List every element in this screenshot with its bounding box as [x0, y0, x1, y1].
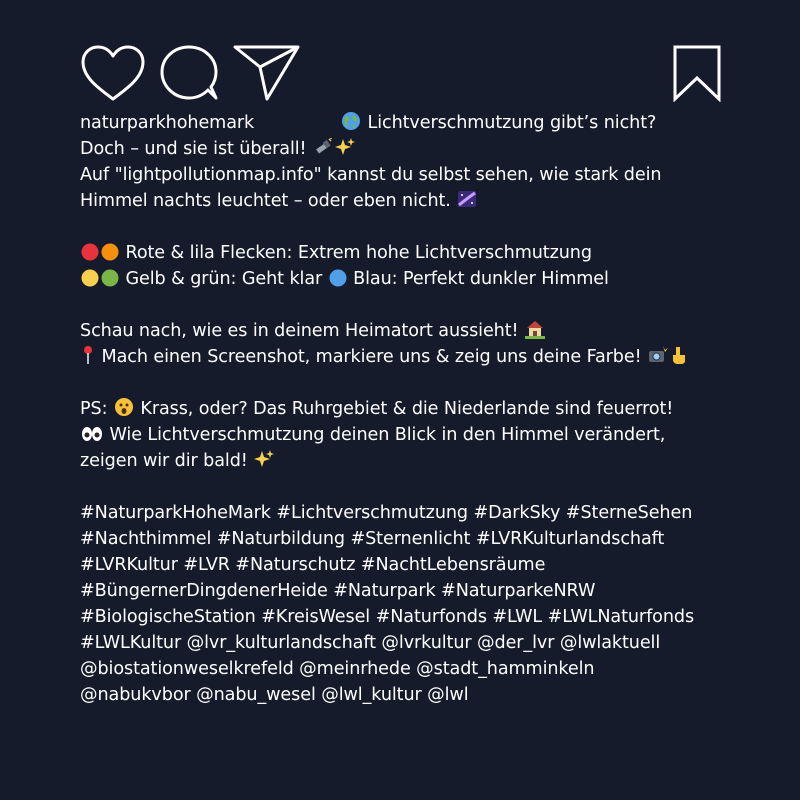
hashtag-line[interactable]: @nabukvbor @nabu_wesel @lwl_kultur @lwl: [80, 685, 469, 705]
bookmark-icon[interactable]: [672, 44, 722, 102]
caption-line: Schau nach, wie es in deinem Heimatort aussieht!: [80, 318, 740, 344]
post-caption: [80, 110, 740, 708]
username[interactable]: naturparkhohemark: [80, 113, 255, 133]
pin-icon: [81, 345, 95, 365]
eyes-icon: [81, 425, 103, 443]
caption-line: Mach einen Screenshot, markiere uns & zeig uns deine Farbe!: [80, 344, 740, 370]
hashtag-line[interactable]: #LWLKultur @lvr_kulturlandschaft @lvrkultur @der_lvr @lwlaktuell: [80, 633, 661, 653]
hashtag-line[interactable]: @biostationweselkrefeld @meinrhede @stadt_hamminkeln: [80, 659, 595, 679]
caption-line: Gelb & grün: Geht klar Blau: Perfekt dunkler Himmel: [80, 266, 740, 292]
globe-icon: [341, 111, 361, 131]
flashlight-icon: [313, 137, 333, 157]
action-bar: [80, 44, 722, 102]
caption-line: Himmel nachts leuchtet – oder eben nicht.: [80, 188, 740, 214]
hashtag-line[interactable]: #Nachthimmel #Naturbildung #Sternenlicht #LVRKulturlandschaft: [80, 529, 665, 549]
camera-flash-icon: [648, 345, 668, 365]
caption-line: Auf "lightpollutionmap.info" kannst du selbst sehen, wie stark dein: [80, 165, 662, 185]
paper-plane-icon[interactable]: [232, 44, 302, 102]
caption-line: Doch – und sie ist überall!: [80, 136, 740, 162]
hashtag-line[interactable]: #NaturparkHoheMark #Lichtverschmutzung #DarkSky #SterneSehen: [80, 503, 693, 523]
caption-line: Rote & lila Flecken: Extrem hohe Lichtverschmutzung: [80, 240, 740, 266]
sparkles-icon: [254, 449, 274, 469]
milky-way-icon: [457, 189, 477, 209]
blue-circle-icon: [329, 269, 347, 287]
caption-line: naturparkhohemark Lichtverschmutzung gibt’s nicht?: [80, 110, 740, 136]
yellow-circle-icon: [81, 269, 99, 287]
red-circle-icon: [81, 243, 99, 261]
pointing-down-icon: [670, 345, 688, 365]
hashtag-line[interactable]: #LVRKultur #LVR #Naturschutz #NachtLebensräume: [80, 555, 546, 575]
caption-line: zeigen wir dir bald!: [80, 448, 740, 474]
speech-bubble-icon[interactable]: [159, 44, 221, 102]
house-icon: [525, 319, 545, 339]
caption-line: PS: Krass, oder? Das Ruhrgebiet & die Niederlande sind feuerrot!: [80, 399, 674, 419]
heart-icon[interactable]: [80, 44, 146, 102]
hashtag-line[interactable]: #BüngernerDingdenerHeide #Naturpark #NaturparkeNRW: [80, 581, 596, 601]
hashtag-line[interactable]: #BiologischeStation #KreisWesel #Naturfonds #LWL #LWLNaturfonds: [80, 607, 695, 627]
orange-circle-icon: [101, 243, 119, 261]
sparkles-icon: [335, 137, 355, 157]
caption-line: Wie Lichtverschmutzung deinen Blick in den Himmel verändert,: [80, 422, 740, 448]
astonished-face-icon: [114, 397, 134, 417]
green-circle-icon: [101, 269, 119, 287]
